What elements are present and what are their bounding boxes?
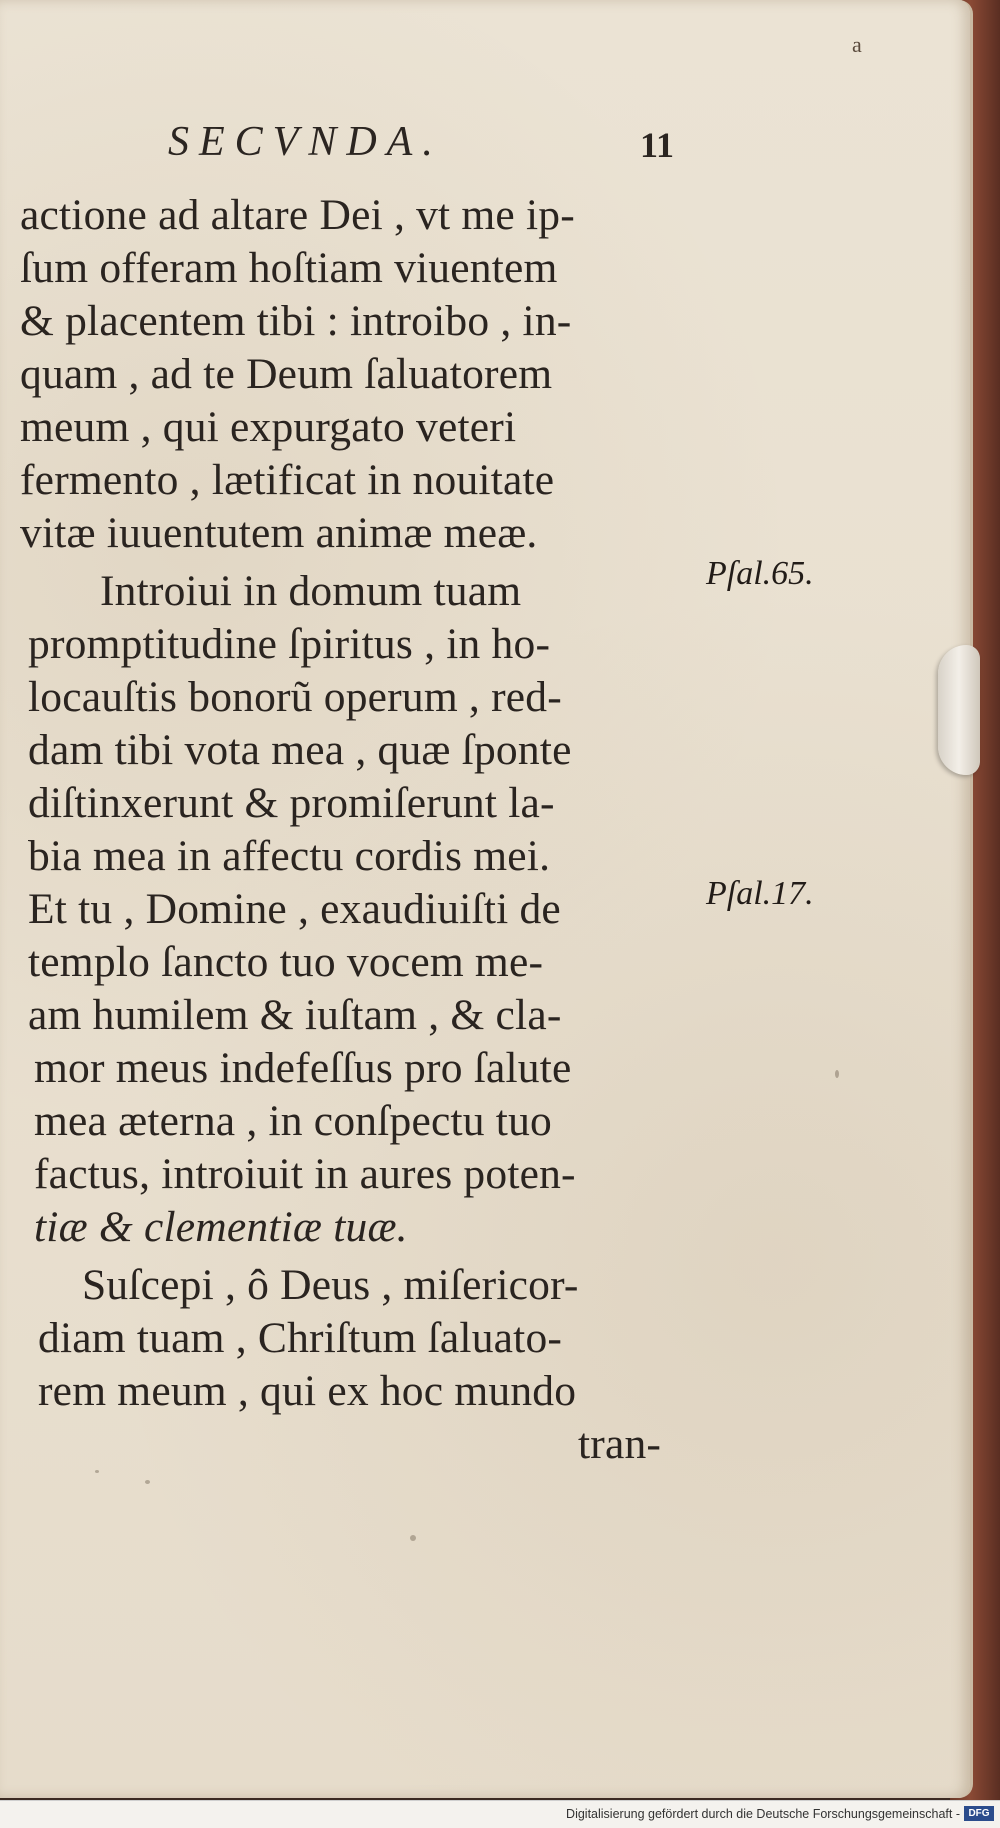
text-line: templo ſancto tuo vocem me- xyxy=(28,938,544,986)
text-line: ſum offeram hoſtiam viuentem xyxy=(20,244,558,292)
text-line: Et tu , Domine , exaudiuiſti de xyxy=(28,885,561,933)
text-line: tiæ & clementiæ tuæ. xyxy=(34,1203,408,1251)
text-line: Introiui in domum tuam xyxy=(100,567,522,615)
text-line: fermento , lætificat in nouitate xyxy=(20,456,555,504)
paper-speck xyxy=(410,1535,416,1541)
text-line: mea æterna , in conſpectu tuo xyxy=(34,1097,552,1145)
text-line: diſtinxerunt & promiſerunt la- xyxy=(28,779,555,827)
paper-speck xyxy=(95,1470,99,1473)
text-line: actione ad altare Dei , vt me ip- xyxy=(20,191,575,239)
text-line: meum , qui expurgato veteri xyxy=(20,403,517,451)
catchword: tran- xyxy=(578,1420,662,1468)
text-line: diam tuam , Chriſtum ſaluato- xyxy=(38,1314,563,1362)
paper-speck xyxy=(145,1480,150,1484)
text-line: rem meum , qui ex hoc mundo xyxy=(38,1367,577,1415)
text-line: vitæ iuuentutem animæ meæ. xyxy=(20,509,538,557)
signature-mark: a xyxy=(852,32,862,57)
text-line: quam , ad te Deum ſaluatorem xyxy=(20,350,553,398)
text-line: am humilem & iuſtam , & cla- xyxy=(28,991,562,1039)
text-line: mor meus indefeſſus pro ſalute xyxy=(34,1044,572,1092)
text-line: factus, introiuit in aures poten- xyxy=(34,1150,576,1198)
text-line: bia mea in affectu cordis mei. xyxy=(28,832,551,880)
page-number: 11 xyxy=(640,125,675,165)
dfg-logo: DFG xyxy=(964,1806,994,1821)
text-line: & placentem tibi : introibo , in- xyxy=(20,297,572,345)
footer-bar xyxy=(0,1800,1000,1828)
running-head: SECVNDA. xyxy=(168,119,443,165)
margin-note: Pſal.65. xyxy=(706,555,814,592)
page-clip xyxy=(938,645,980,775)
text-line: promptitudine ſpiritus , in ho- xyxy=(28,620,551,668)
margin-note: Pſal.17. xyxy=(706,875,814,912)
text-line: locauſtis bonorũ operum , red- xyxy=(28,673,562,721)
funding-credit: Digitalisierung gefördert durch die Deutsche Forschungsgemeinschaft - xyxy=(566,1807,960,1821)
text-line: dam tibi vota mea , quæ ſponte xyxy=(28,726,572,774)
text-line: Suſcepi , ô Deus , miſericor- xyxy=(82,1261,579,1309)
paper-speck xyxy=(835,1070,839,1078)
